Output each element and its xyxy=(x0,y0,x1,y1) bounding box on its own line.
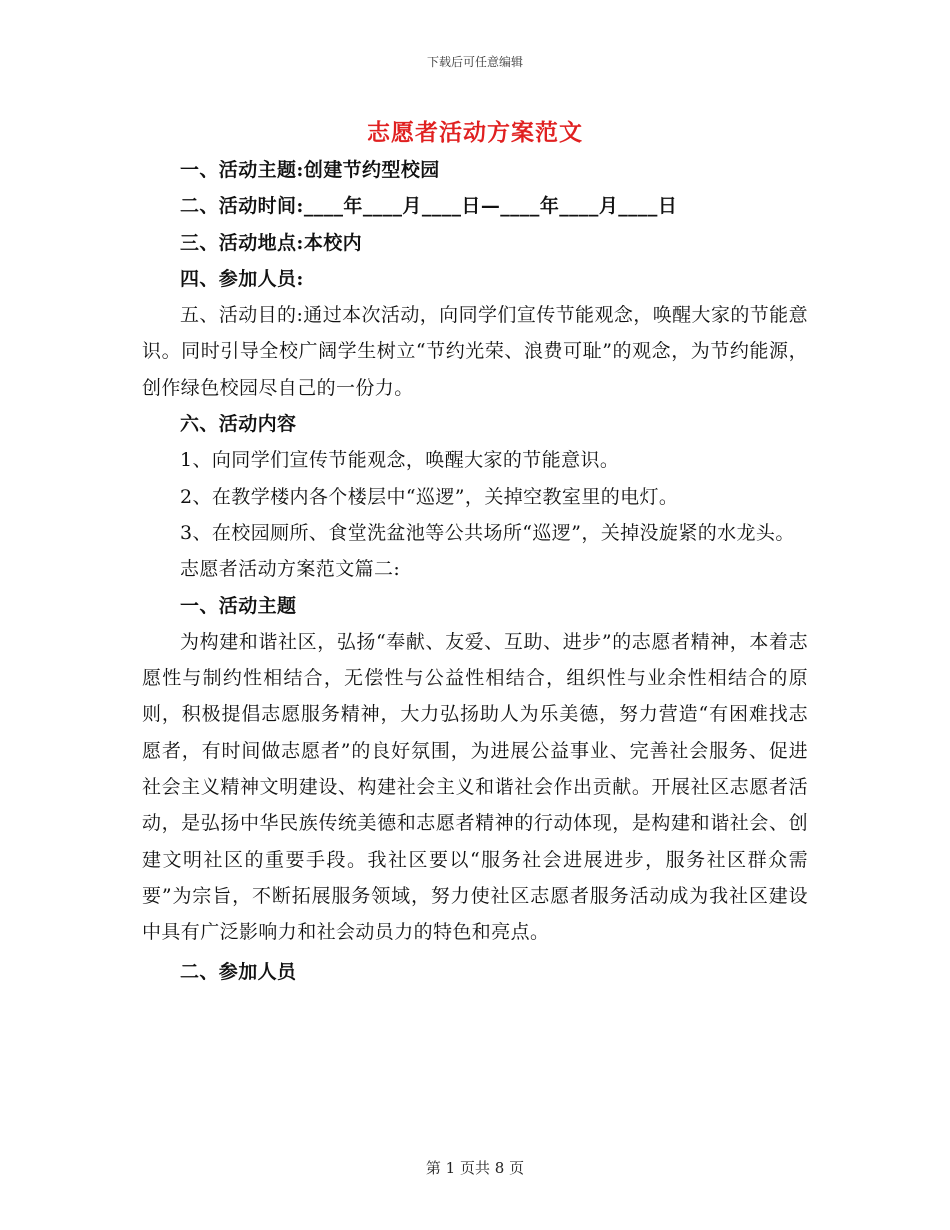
section-content-heading: 六、活动内容 xyxy=(180,413,297,436)
section-location-heading: 三、活动地点:本校内 xyxy=(180,231,363,254)
part-two-theme-heading: 一、活动主题 xyxy=(180,594,297,617)
content-item-3: 3、在校园厕所、食堂洗盆池等公共场所“巡逻”，关掉没旋紧的水龙头。 xyxy=(180,521,795,544)
content-item-1: 1、向同学们宣传节能观念，唤醒大家的节能意识。 xyxy=(180,449,620,472)
section-time-heading: 二、活动时间:____年____月____日—____年____月____日 xyxy=(180,195,678,218)
content-item-2: 2、在教学楼内各个楼层中“巡逻”，关掉空教室里的电灯。 xyxy=(180,485,679,508)
page-header-note: 下载后可任意编辑 xyxy=(426,55,523,69)
document-body xyxy=(142,152,808,990)
section-purpose-paragraph: 五、活动目的:通过本次活动，向同学们宣传节能观念，唤醒大家的节能意识。同时引导全校广阔学生树立“节约光荣、浪费可耻”的观念，为节约能源，创作绿色校园尽自己的一份力。 xyxy=(142,304,808,399)
part-two-heading: 志愿者活动方案范文篇二: xyxy=(180,558,401,581)
document-title: 志愿者活动方案范文 xyxy=(367,119,583,146)
part-two-theme-paragraph: 为构建和谐社区，弘扬“奉献、友爱、互助、进步”的志愿者精神，本着志愿性与制约性相结合，无偿性与公益性相结合，组织性与业余性相结合的原则，积极提倡志愿服务精神，大力弘扬助人为乐美德，努力营造“有困难找志愿者，有时间做志愿者”的良好氛围，为进展公益事业、完善社会服务、促进社会主义精神文明建设、构建社会主义和谐社会作出贡献。开展社区志愿者活动，是弘扬中华民族传统美德和志愿者精神的行动体现，是构建和谐社会、创建文明社区的重要手段。我社区要以“服务社会进展进步，服务社区群众需要”为宗旨，不断拓展服务领域，努力使社区志愿者服务活动成为我社区建设中具有广泛影响力和社会动员力的特色和亮点。 xyxy=(142,630,808,944)
section-participants-heading: 四、参加人员: xyxy=(180,267,304,290)
page-footer-number: 第 1 页共 8 页 xyxy=(425,1159,525,1177)
section-theme-heading: 一、活动主题:创建节约型校园 xyxy=(180,159,440,181)
part-two-participants-heading: 二、参加人员 xyxy=(180,960,297,983)
